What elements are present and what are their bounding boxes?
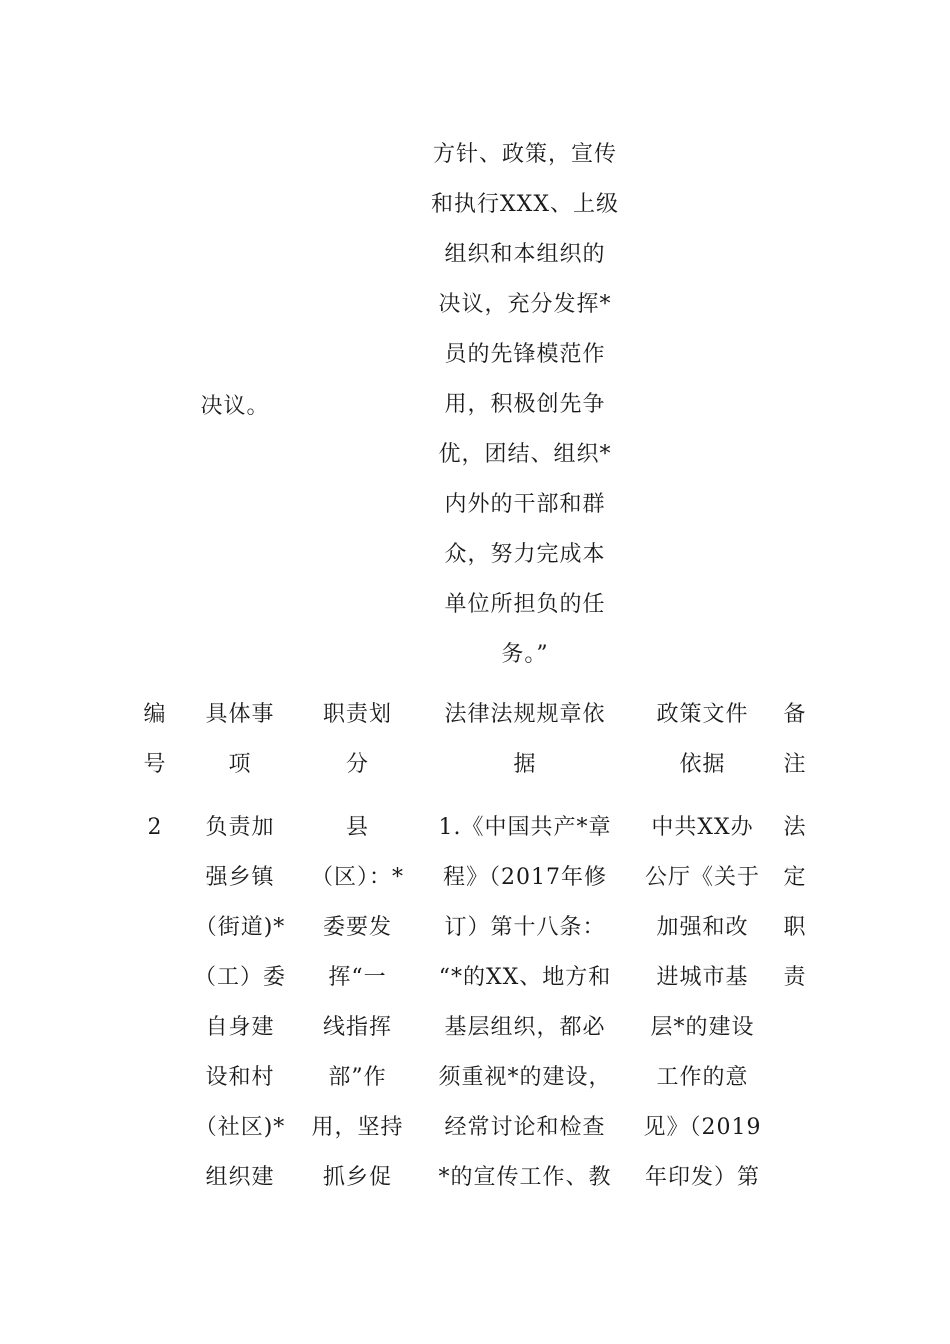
header-number <box>130 690 180 790</box>
cell-text-line: 注 <box>783 752 807 777</box>
row-matter-cell <box>180 803 300 1203</box>
cell-text-line: 1.《中国共产*章 <box>438 815 612 840</box>
cell-text-line: 组织和本组织的 <box>444 242 606 267</box>
row-law-cell <box>420 803 630 1203</box>
cell-text-line: 负责加 <box>205 815 275 840</box>
cell-text-line: 用，坚持 <box>311 1115 404 1140</box>
cell-text-line: 线指挥 <box>322 1015 392 1040</box>
cell-text-line: 进城市基 <box>656 965 749 990</box>
cell-text-line: 部”作 <box>328 1065 387 1090</box>
cell-text-line: 程》（2017年修 <box>443 865 607 890</box>
cell-text-line: 职 <box>783 915 807 940</box>
cell-text-line: 组织建 <box>205 1165 275 1190</box>
cell-text-line: 号 <box>143 752 167 777</box>
cell-text-line: 政策文件 <box>656 702 749 727</box>
cell-text-line: 务。” <box>501 642 549 667</box>
cell-text-line: 内外的干部和群 <box>444 492 606 517</box>
cell-text-line: 法律法规规章依 <box>444 702 606 727</box>
cell-text-line: “*的XX、地方和 <box>438 965 612 990</box>
cell-text-line: 据 <box>513 752 537 777</box>
cell-text-line: 经常讨论和检查 <box>444 1115 606 1140</box>
cell-text-line: 抓乡促 <box>322 1165 392 1190</box>
header-specific-matter <box>180 690 300 790</box>
cell-text-line: 和执行XXX、上级 <box>431 192 619 217</box>
row-duty-cell <box>300 803 415 1203</box>
header-remark <box>770 690 820 790</box>
cell-text-line: 分 <box>345 752 369 777</box>
cell-text-line: 中共XX办 <box>651 815 754 840</box>
cell-text-line: 层*的建设 <box>650 1015 755 1040</box>
continuation-matter-cell <box>170 382 300 432</box>
cell-text-line: 县 <box>345 815 369 840</box>
cell-text-line: 定 <box>783 865 807 890</box>
cell-text-line: 编 <box>143 702 167 727</box>
header-law-basis <box>420 690 630 790</box>
cell-text-line: 订）第十八条： <box>444 915 606 940</box>
cell-text-line: 方针、政策，宣传 <box>432 142 617 167</box>
cell-text-line: 具体事 <box>205 702 275 727</box>
cell-text-line: 职责划 <box>322 702 392 727</box>
cell-text-line: 公厅《关于 <box>644 865 760 890</box>
cell-text-line: 用，积极创先争 <box>444 392 606 417</box>
cell-text-line: 见》（2019 <box>643 1115 762 1140</box>
cell-text-line: 委要发 <box>322 915 392 940</box>
cell-text-line: 加强和改 <box>656 915 749 940</box>
cell-text-line: （街道)* <box>194 915 286 940</box>
cell-text-line: 基层组织，都必 <box>444 1015 606 1040</box>
cell-text-line: 责 <box>783 965 807 990</box>
cell-text-line: 员的先锋模范作 <box>444 342 606 367</box>
cell-text-line: （社区)* <box>194 1115 286 1140</box>
cell-text-line: 法 <box>783 815 807 840</box>
cell-text-line: 优，团结、组织* <box>438 442 612 467</box>
continuation-law-basis-cell <box>420 130 630 680</box>
cell-text-line: 自身建 <box>205 1015 275 1040</box>
cell-text-line: 设和村 <box>205 1065 275 1090</box>
cell-text-line: 2 <box>147 815 163 840</box>
cell-text-line: 年印发）第 <box>644 1165 760 1190</box>
cell-text-line: 挥“一 <box>328 965 387 990</box>
cell-text-line: 单位所担负的任 <box>444 592 606 617</box>
cell-text-line: 众，努力完成本 <box>444 542 606 567</box>
matter-fragment-text: 决议。 <box>200 394 270 419</box>
header-policy-basis <box>635 690 770 790</box>
cell-text-line: （区）：* <box>310 865 404 890</box>
cell-text-line: 须重视*的建设， <box>438 1065 612 1090</box>
cell-text-line: 强乡镇 <box>205 865 275 890</box>
cell-text-line: 工作的意 <box>656 1065 749 1090</box>
row-policy-cell <box>635 803 770 1203</box>
row-number-cell <box>130 803 180 853</box>
cell-text-line: 项 <box>228 752 252 777</box>
cell-text-line: 决议，充分发挥* <box>438 292 612 317</box>
header-duty-division <box>300 690 415 790</box>
row-remark-cell <box>770 803 820 1003</box>
cell-text-line: *的宣传工作、教 <box>438 1165 612 1190</box>
cell-text-line: 备 <box>783 702 807 727</box>
cell-text-line: 依据 <box>679 752 726 777</box>
cell-text-line: （工）委 <box>193 965 286 990</box>
